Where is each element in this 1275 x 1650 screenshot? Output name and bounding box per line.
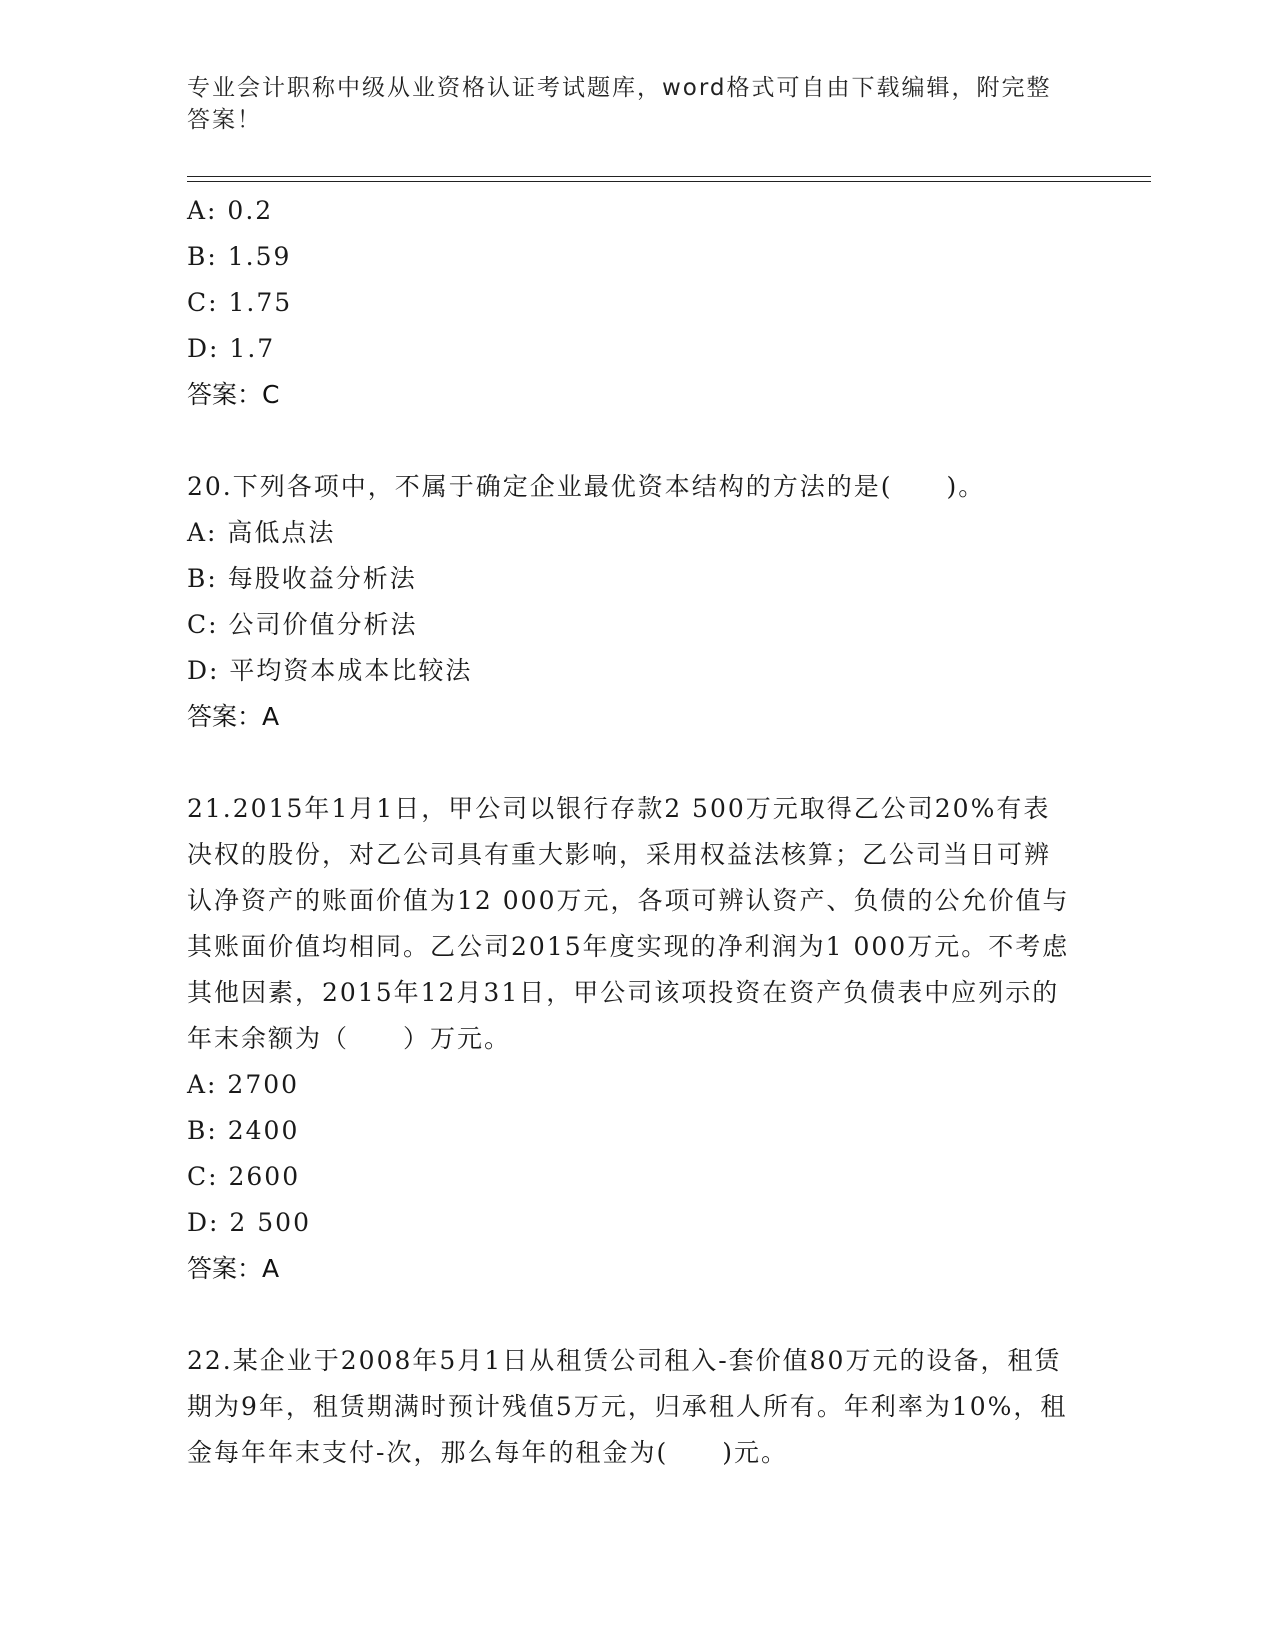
spacer [187,740,1087,786]
question-22 [187,1338,1087,1476]
option-d: D: 平均资本成本比较法 [187,656,473,685]
option-b: B: 每股收益分析法 [187,564,417,593]
option-d: D: 2 500 [187,1208,311,1237]
answer: 答案：A [187,702,280,731]
option-a: A: 0.2 [187,196,274,225]
header-rule-second [187,181,1151,182]
question-19-options [187,188,1087,418]
page-header: 专业会计职称中级从业资格认证考试题库，word格式可自由下载编辑，附完整答案！ [187,75,1052,133]
option-b: B: 2400 [187,1116,300,1145]
spacer [187,1292,1087,1338]
option-d: D: 1.7 [187,334,276,363]
option-a: A: 2700 [187,1070,300,1099]
header-rule [187,176,1151,177]
question-20 [187,464,1087,740]
answer: 答案：A [187,1254,280,1283]
option-c: C: 2600 [187,1162,301,1191]
option-a: A: 高低点法 [187,518,336,547]
question-21 [187,786,1087,1292]
question-text: 22.某企业于2008年5月1日从租赁公司租入-套价值80万元的设备，租赁期为9年，租赁期满时预计残值5万元，归承租人所有。年利率为10%，租金每年年末支付-次，那么每年的租金为( )元。 [187,1346,1068,1467]
option-b: B: 1.59 [187,242,292,271]
question-text: 20.下列各项中，不属于确定企业最优资本结构的方法的是( )。 [187,472,986,501]
option-c: C: 1.75 [187,288,293,317]
answer: 答案：C [187,380,280,409]
spacer [187,418,1087,464]
question-text: 21.2015年1月1日，甲公司以银行存款2 500万元取得乙公司20%有表决权的股份，对乙公司具有重大影响，采用权益法核算；乙公司当日可辨认净资产的账面价值为12 000万元，各项可辨认资产、负债的公允价值与其账面价值均相同。乙公司2015年度实现的净利润为1 000万元。不考虑其他因素，2015年12月31日，甲公司该项投资在资产负债表中应列示的年末余额为（ ）万元。 [187,794,1070,1053]
option-c: C: 公司价值分析法 [187,610,418,639]
document-body [187,188,1087,1476]
